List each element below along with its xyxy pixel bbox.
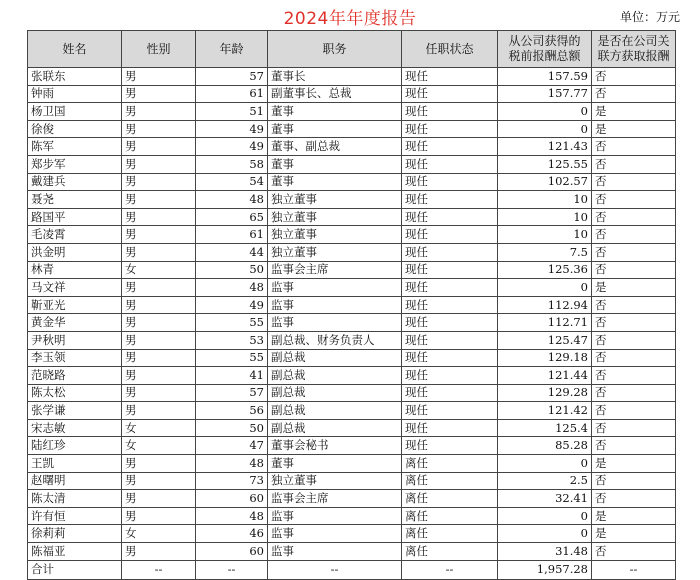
- cell-related-party: 否: [592, 296, 676, 314]
- header-compensation: [498, 31, 592, 68]
- cell-compensation: 121.42: [498, 402, 592, 420]
- header-gender: 性别: [122, 31, 196, 68]
- cell-status: 现任: [402, 296, 498, 314]
- cell-status: 现任: [402, 155, 498, 173]
- cell-position: 独立董事: [268, 243, 402, 261]
- table-row: [28, 437, 676, 455]
- table-row: [28, 367, 676, 385]
- cell-compensation: 7.5: [498, 243, 592, 261]
- cell-compensation: 0: [498, 120, 592, 138]
- cell-related-party: 否: [592, 226, 676, 244]
- cell-gender: 男: [122, 103, 196, 121]
- cell-name: 王凯: [28, 455, 122, 473]
- cell-position: 副总裁: [268, 419, 402, 437]
- cell-position: 监事: [268, 279, 402, 297]
- cell-age: 48: [196, 455, 268, 473]
- cell-related-party: 否: [592, 419, 676, 437]
- table-row: [28, 155, 676, 173]
- cell-age: 54: [196, 173, 268, 191]
- cell-position: 副总裁: [268, 384, 402, 402]
- cell-gender: 女: [122, 437, 196, 455]
- cell-age: 48: [196, 279, 268, 297]
- cell-compensation: 0: [498, 103, 592, 121]
- cell-related-party: 是: [592, 120, 676, 138]
- table-row: [28, 384, 676, 402]
- cell-related-party: 否: [592, 243, 676, 261]
- cell-gender: 男: [122, 384, 196, 402]
- cell-status: 现任: [402, 85, 498, 103]
- cell-related-party: 是: [592, 507, 676, 525]
- table-row: [28, 68, 676, 86]
- cell-name: 张学谦: [28, 402, 122, 420]
- cell-related-party: 否: [592, 314, 676, 332]
- cell-status: 离任: [402, 543, 498, 561]
- cell-gender: 男: [122, 367, 196, 385]
- cell-status: 离任: [402, 455, 498, 473]
- cell-compensation: 102.57: [498, 173, 592, 191]
- table-row: [28, 472, 676, 490]
- cell-gender: 男: [122, 455, 196, 473]
- cell-position: 监事: [268, 507, 402, 525]
- cell-related-party: 否: [592, 437, 676, 455]
- cell-name: 陈太松: [28, 384, 122, 402]
- cell-compensation: 31.48: [498, 543, 592, 561]
- cell-status: 现任: [402, 437, 498, 455]
- cell-name: 洪金明: [28, 243, 122, 261]
- cell-position: 董事: [268, 103, 402, 121]
- header-comp-line1: 从公司获得的: [508, 34, 581, 48]
- cell-compensation: 85.28: [498, 437, 592, 455]
- cell-position: 董事、副总裁: [268, 138, 402, 156]
- cell-position: 独立董事: [268, 208, 402, 226]
- cell-related-party: 否: [592, 349, 676, 367]
- cell-gender: 女: [122, 261, 196, 279]
- cell-age: 61: [196, 226, 268, 244]
- cell-compensation: 129.18: [498, 349, 592, 367]
- cell-position: 副总裁: [268, 349, 402, 367]
- cell-status: 现任: [402, 103, 498, 121]
- cell-age: 65: [196, 208, 268, 226]
- table-row: [28, 85, 676, 103]
- cell-status: 现任: [402, 138, 498, 156]
- cell-status: 现任: [402, 243, 498, 261]
- total-status: --: [402, 560, 498, 579]
- cell-age: 50: [196, 419, 268, 437]
- cell-age: 51: [196, 103, 268, 121]
- cell-status: 现任: [402, 279, 498, 297]
- cell-age: 48: [196, 191, 268, 209]
- table-row: [28, 261, 676, 279]
- cell-gender: 男: [122, 173, 196, 191]
- cell-related-party: 是: [592, 103, 676, 121]
- cell-age: 46: [196, 525, 268, 543]
- cell-position: 监事会主席: [268, 490, 402, 508]
- cell-gender: 男: [122, 191, 196, 209]
- header-rel-line2: 联方获取报酬: [597, 49, 670, 63]
- cell-compensation: 10: [498, 226, 592, 244]
- cell-compensation: 125.4: [498, 419, 592, 437]
- cell-gender: 男: [122, 138, 196, 156]
- table-row: [28, 173, 676, 191]
- cell-age: 41: [196, 367, 268, 385]
- cell-related-party: 否: [592, 155, 676, 173]
- cell-age: 60: [196, 543, 268, 561]
- cell-position: 监事会主席: [268, 261, 402, 279]
- cell-compensation: 10: [498, 191, 592, 209]
- cell-compensation: 121.43: [498, 138, 592, 156]
- total-age: --: [196, 560, 268, 579]
- table-row: [28, 455, 676, 473]
- cell-age: 50: [196, 261, 268, 279]
- cell-name: 尹秋明: [28, 331, 122, 349]
- cell-gender: 男: [122, 296, 196, 314]
- cell-gender: 女: [122, 419, 196, 437]
- table-row: [28, 419, 676, 437]
- cell-name: 杨卫国: [28, 103, 122, 121]
- cell-position: 董事长: [268, 68, 402, 86]
- cell-related-party: 否: [592, 384, 676, 402]
- cell-name: 范晓路: [28, 367, 122, 385]
- cell-name: 马文祥: [28, 279, 122, 297]
- cell-related-party: 否: [592, 490, 676, 508]
- cell-related-party: 是: [592, 455, 676, 473]
- cell-position: 监事: [268, 314, 402, 332]
- table-row: [28, 191, 676, 209]
- table-row: [28, 120, 676, 138]
- cell-gender: 男: [122, 314, 196, 332]
- cell-name: 林青: [28, 261, 122, 279]
- cell-gender: 男: [122, 226, 196, 244]
- cell-related-party: 否: [592, 472, 676, 490]
- cell-age: 44: [196, 243, 268, 261]
- cell-position: 董事会秘书: [268, 437, 402, 455]
- cell-status: 现任: [402, 120, 498, 138]
- cell-age: 53: [196, 331, 268, 349]
- cell-age: 61: [196, 85, 268, 103]
- cell-status: 现任: [402, 384, 498, 402]
- cell-name: 徐俊: [28, 120, 122, 138]
- table-row: [28, 402, 676, 420]
- cell-compensation: 112.71: [498, 314, 592, 332]
- cell-position: 董事: [268, 120, 402, 138]
- cell-gender: 男: [122, 85, 196, 103]
- cell-name: 张联东: [28, 68, 122, 86]
- cell-status: 离任: [402, 490, 498, 508]
- cell-compensation: 10: [498, 208, 592, 226]
- cell-name: 许有恒: [28, 507, 122, 525]
- table-row: [28, 490, 676, 508]
- cell-gender: 男: [122, 155, 196, 173]
- cell-compensation: 0: [498, 279, 592, 297]
- cell-status: 现任: [402, 226, 498, 244]
- cell-compensation: 157.59: [498, 68, 592, 86]
- cell-gender: 男: [122, 543, 196, 561]
- cell-status: 离任: [402, 525, 498, 543]
- table-row: [28, 138, 676, 156]
- cell-status: 现任: [402, 68, 498, 86]
- cell-age: 47: [196, 437, 268, 455]
- table-row: [28, 525, 676, 543]
- cell-position: 监事: [268, 543, 402, 561]
- cell-status: 现任: [402, 419, 498, 437]
- cell-name: 黄金华: [28, 314, 122, 332]
- cell-related-party: 否: [592, 331, 676, 349]
- cell-gender: 男: [122, 68, 196, 86]
- unit-label: 单位：万元: [619, 10, 680, 24]
- cell-name: 徐莉莉: [28, 525, 122, 543]
- cell-status: 现任: [402, 314, 498, 332]
- cell-compensation: 125.36: [498, 261, 592, 279]
- table-body: [28, 68, 676, 580]
- cell-position: 独立董事: [268, 472, 402, 490]
- header-row: [28, 31, 676, 68]
- table-row: [28, 296, 676, 314]
- table-row: [28, 349, 676, 367]
- cell-status: 现任: [402, 331, 498, 349]
- table-row: [28, 314, 676, 332]
- cell-compensation: 112.94: [498, 296, 592, 314]
- header-age: 年龄: [196, 31, 268, 68]
- cell-name: 聂尧: [28, 191, 122, 209]
- cell-related-party: 否: [592, 138, 676, 156]
- cell-name: 毛凌霄: [28, 226, 122, 244]
- cell-age: 55: [196, 314, 268, 332]
- total-position: --: [268, 560, 402, 579]
- table-row: [28, 226, 676, 244]
- cell-compensation: 2.5: [498, 472, 592, 490]
- total-related-party: --: [592, 560, 676, 579]
- cell-gender: 男: [122, 507, 196, 525]
- cell-position: 董事: [268, 173, 402, 191]
- cell-related-party: 否: [592, 543, 676, 561]
- table-row: [28, 507, 676, 525]
- total-row: [28, 560, 676, 579]
- cell-age: 60: [196, 490, 268, 508]
- cell-related-party: 否: [592, 208, 676, 226]
- cell-gender: 男: [122, 490, 196, 508]
- cell-related-party: 是: [592, 279, 676, 297]
- cell-position: 监事: [268, 296, 402, 314]
- header-comp-line2: 税前报酬总额: [508, 49, 581, 63]
- cell-age: 57: [196, 384, 268, 402]
- cell-gender: 男: [122, 331, 196, 349]
- cell-gender: 男: [122, 208, 196, 226]
- cell-name: 宋志敏: [28, 419, 122, 437]
- cell-name: 戴建兵: [28, 173, 122, 191]
- cell-name: 陆红珍: [28, 437, 122, 455]
- header-related-party: [592, 31, 676, 68]
- table-row: [28, 543, 676, 561]
- cell-status: 现任: [402, 173, 498, 191]
- cell-compensation: 129.28: [498, 384, 592, 402]
- table-row: [28, 243, 676, 261]
- cell-position: 董事: [268, 155, 402, 173]
- cell-name: 陈福亚: [28, 543, 122, 561]
- cell-position: 监事: [268, 525, 402, 543]
- cell-compensation: 121.44: [498, 367, 592, 385]
- cell-name: 赵曙明: [28, 472, 122, 490]
- cell-name: 陈太清: [28, 490, 122, 508]
- compensation-table: [27, 30, 676, 580]
- cell-position: 独立董事: [268, 191, 402, 209]
- cell-position: 独立董事: [268, 226, 402, 244]
- cell-status: 离任: [402, 472, 498, 490]
- cell-name: 靳亚光: [28, 296, 122, 314]
- cell-name: 郑步军: [28, 155, 122, 173]
- total-label: 合计: [28, 560, 122, 579]
- total-gender: --: [122, 560, 196, 579]
- cell-related-party: 否: [592, 367, 676, 385]
- cell-gender: 男: [122, 243, 196, 261]
- table-row: [28, 103, 676, 121]
- cell-status: 现任: [402, 208, 498, 226]
- header-status: 任职状态: [402, 31, 498, 68]
- cell-related-party: 是: [592, 525, 676, 543]
- cell-compensation: 125.47: [498, 331, 592, 349]
- cell-status: 现任: [402, 402, 498, 420]
- cell-position: 副总裁: [268, 402, 402, 420]
- cell-status: 现任: [402, 191, 498, 209]
- cell-gender: 男: [122, 279, 196, 297]
- table-row: [28, 331, 676, 349]
- table-row: [28, 279, 676, 297]
- total-compensation: 1,957.28: [498, 560, 592, 579]
- cell-name: 路国平: [28, 208, 122, 226]
- cell-related-party: 否: [592, 191, 676, 209]
- cell-gender: 男: [122, 472, 196, 490]
- cell-age: 49: [196, 296, 268, 314]
- cell-age: 49: [196, 120, 268, 138]
- cell-related-party: 否: [592, 68, 676, 86]
- cell-name: 钟雨: [28, 85, 122, 103]
- cell-position: 副总裁: [268, 367, 402, 385]
- header-position: 职务: [268, 31, 402, 68]
- cell-compensation: 32.41: [498, 490, 592, 508]
- cell-name: 陈军: [28, 138, 122, 156]
- header-name: 姓名: [28, 31, 122, 68]
- cell-related-party: 否: [592, 85, 676, 103]
- cell-status: 现任: [402, 367, 498, 385]
- cell-age: 57: [196, 68, 268, 86]
- cell-gender: 男: [122, 120, 196, 138]
- cell-age: 56: [196, 402, 268, 420]
- cell-status: 现任: [402, 261, 498, 279]
- cell-related-party: 否: [592, 402, 676, 420]
- cell-compensation: 0: [498, 525, 592, 543]
- cell-status: 离任: [402, 507, 498, 525]
- report-title: 2024年年度报告: [283, 9, 417, 29]
- cell-status: 现任: [402, 349, 498, 367]
- cell-position: 副董事长、总裁: [268, 85, 402, 103]
- cell-compensation: 0: [498, 507, 592, 525]
- table-row: [28, 208, 676, 226]
- cell-age: 55: [196, 349, 268, 367]
- header-rel-line1: 是否在公司关: [597, 34, 670, 48]
- cell-position: 董事: [268, 455, 402, 473]
- cell-position: 副总裁、财务负责人: [268, 331, 402, 349]
- cell-related-party: 否: [592, 173, 676, 191]
- cell-compensation: 0: [498, 455, 592, 473]
- cell-gender: 男: [122, 402, 196, 420]
- cell-age: 48: [196, 507, 268, 525]
- cell-age: 49: [196, 138, 268, 156]
- cell-name: 李玉领: [28, 349, 122, 367]
- cell-age: 58: [196, 155, 268, 173]
- cell-compensation: 157.77: [498, 85, 592, 103]
- cell-compensation: 125.55: [498, 155, 592, 173]
- cell-related-party: 否: [592, 261, 676, 279]
- cell-gender: 女: [122, 525, 196, 543]
- cell-gender: 男: [122, 349, 196, 367]
- cell-age: 73: [196, 472, 268, 490]
